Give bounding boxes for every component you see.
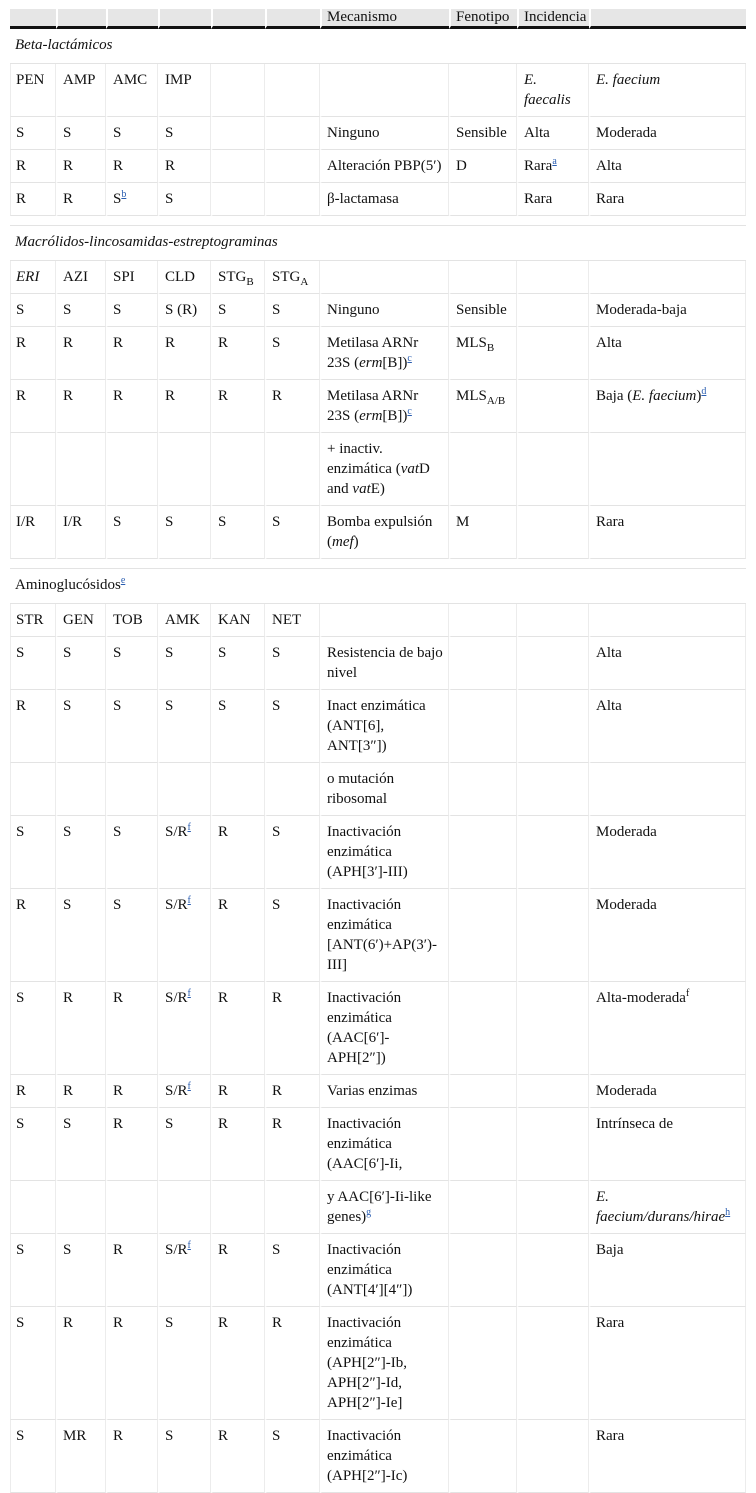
subscript: B — [486, 342, 495, 354]
incidence-cell: Rara — [589, 1307, 746, 1420]
cell: S — [106, 816, 158, 889]
mechanism-cell — [320, 327, 449, 380]
phenotype-text: MLS — [456, 388, 487, 404]
cell: R — [56, 150, 106, 183]
cell: R — [211, 982, 265, 1075]
col-label: ERI — [10, 261, 56, 294]
cell: S — [56, 1234, 106, 1307]
table-row — [10, 1181, 746, 1234]
table-row — [10, 763, 746, 816]
cell: S — [10, 816, 56, 889]
mec-text: Metilasa ARNr 23S ( — [327, 388, 419, 424]
cell: S — [158, 183, 211, 216]
cell-text: S/R — [165, 824, 188, 840]
cell: R — [106, 1420, 158, 1493]
mechanism-cell: Inact enzimática (ANT[6], ANT[3″]) — [320, 690, 449, 763]
mechanism-cell: β-lactamasa — [320, 183, 449, 216]
mec-text: D and — [327, 461, 430, 497]
phenotype-cell — [449, 327, 517, 380]
cell: R — [10, 1075, 56, 1108]
mec-text: y AAC[6′]-Ii-like genes) — [327, 1189, 432, 1225]
table-row — [10, 294, 746, 327]
incidence-cell: Moderada — [589, 889, 746, 982]
phenotype-cell: D — [449, 150, 517, 183]
cell: R — [10, 380, 56, 433]
cell: S — [56, 294, 106, 327]
mec-gene: erm — [359, 355, 383, 371]
incidence-cell — [589, 1181, 746, 1234]
table-row — [10, 1307, 746, 1420]
cell: S — [265, 506, 320, 559]
cell: S — [56, 889, 106, 982]
mec-text: Metilasa ARNr 23S ( — [327, 335, 419, 371]
incidence-cell: Alta — [589, 327, 746, 380]
table-row — [10, 1420, 746, 1493]
col-label: AMK — [158, 604, 211, 637]
phenotype-text: MLS — [456, 335, 487, 351]
cell: R — [56, 1075, 106, 1108]
table-row — [10, 150, 746, 183]
cell-text: S — [113, 191, 122, 207]
cell — [158, 816, 211, 889]
col-label: NET — [265, 604, 320, 637]
incidence-cell: Rara — [589, 183, 746, 216]
cell: S — [158, 1307, 211, 1420]
mechanism-cell: Resistencia de bajo nivel — [320, 637, 449, 690]
cell: R — [265, 380, 320, 433]
mechanism-cell: Ninguno — [320, 117, 449, 150]
cell-text: S/R — [165, 990, 188, 1006]
cell: R — [106, 1108, 158, 1181]
cell: S — [10, 294, 56, 327]
incidence-cell: Moderada-baja — [589, 294, 746, 327]
header-blank — [158, 9, 211, 29]
table-row — [10, 433, 746, 506]
incidence-cell: Alta — [517, 117, 589, 150]
mechanism-cell — [320, 1181, 449, 1234]
section-title-beta: Beta-lactámicos — [10, 29, 746, 64]
section-title-text: Aminoglucósidos — [15, 577, 121, 593]
cell — [158, 1075, 211, 1108]
table-row — [10, 816, 746, 889]
cell: S — [265, 1420, 320, 1493]
footnote-link[interactable]: f — [187, 822, 191, 833]
cell: S — [265, 1234, 320, 1307]
incidence-cell: Moderada — [589, 816, 746, 889]
mechanism-cell — [320, 380, 449, 433]
cell — [158, 1234, 211, 1307]
cell: S — [265, 816, 320, 889]
cell-text: S/R — [165, 1242, 188, 1258]
cell: R — [106, 982, 158, 1075]
header-blank — [589, 9, 746, 29]
subscript: A/B — [486, 395, 506, 407]
col-label: AMP — [56, 64, 106, 117]
header-blank — [265, 9, 320, 29]
cell: R — [106, 327, 158, 380]
subscript: B — [246, 276, 254, 288]
section-title-row — [10, 569, 746, 604]
col-label: TOB — [106, 604, 158, 637]
table-row — [10, 1234, 746, 1307]
cell: R — [56, 327, 106, 380]
cell: S — [56, 117, 106, 150]
column-labels-row — [10, 64, 746, 117]
column-labels-row — [10, 604, 746, 637]
table-row — [10, 380, 746, 433]
cell: S — [211, 506, 265, 559]
table-row — [10, 117, 746, 150]
cell: S — [10, 1108, 56, 1181]
cell: S — [106, 117, 158, 150]
cell: S — [158, 506, 211, 559]
header-blank — [10, 9, 56, 29]
cell: R — [56, 1307, 106, 1420]
mechanism-cell: Inactivación enzimática (APH[3′]-III) — [320, 816, 449, 889]
cell: S — [265, 889, 320, 982]
footnote-link[interactable]: d — [701, 386, 707, 397]
cell: R — [106, 1075, 158, 1108]
col-label: KAN — [211, 604, 265, 637]
incidence-cell: Alta — [589, 150, 746, 183]
cell: S — [158, 1420, 211, 1493]
col-label: GEN — [56, 604, 106, 637]
cell: MR — [56, 1420, 106, 1493]
cell: R — [106, 150, 158, 183]
cell: S — [56, 690, 106, 763]
mechanism-cell: Alteración PBP(5′) — [320, 150, 449, 183]
cell: S — [106, 637, 158, 690]
cell: R — [211, 816, 265, 889]
cell: S — [106, 690, 158, 763]
col-label: IMP — [158, 64, 211, 117]
cell: S — [106, 506, 158, 559]
cell: S — [265, 327, 320, 380]
cell: S — [158, 637, 211, 690]
col-label: AMC — [106, 64, 158, 117]
cell: R — [56, 982, 106, 1075]
cell: R — [211, 1075, 265, 1108]
col-label — [211, 261, 265, 294]
cell: S — [10, 117, 56, 150]
footnote-link[interactable]: f — [187, 1240, 191, 1251]
footnote-link[interactable]: f — [187, 988, 191, 999]
cell: S — [10, 1420, 56, 1493]
cell: R — [10, 327, 56, 380]
mec-text: Bomba expulsión ( — [327, 514, 433, 550]
table-row — [10, 982, 746, 1075]
mec-text: + inactiv. enzimática ( — [327, 441, 401, 477]
header-mecanismo: Mecanismo — [320, 9, 449, 29]
cell: R — [265, 982, 320, 1075]
incidence-cell: Alta — [589, 637, 746, 690]
cell: I/R — [56, 506, 106, 559]
header-incidencia: Incidencia — [517, 9, 589, 29]
resistance-table-container — [10, 9, 746, 1493]
incidence-cell: Moderada — [589, 1075, 746, 1108]
incidence-species: E. faecium — [632, 388, 697, 404]
col-label: STR — [10, 604, 56, 637]
phenotype-cell: M — [449, 506, 517, 559]
header-blank — [106, 9, 158, 29]
cell: R — [10, 690, 56, 763]
table-row — [10, 1108, 746, 1181]
table-row — [10, 327, 746, 380]
col-label: AZI — [56, 261, 106, 294]
col-label: SPI — [106, 261, 158, 294]
incidence-cell — [589, 380, 746, 433]
mechanism-cell — [320, 506, 449, 559]
table-row — [10, 183, 746, 216]
mechanism-cell: Inactivación enzimática (APH[2″]-Ic) — [320, 1420, 449, 1493]
cell: R — [211, 1307, 265, 1420]
cell: S — [56, 1108, 106, 1181]
phenotype-cell: Sensible — [449, 294, 517, 327]
mec-gene: vat — [400, 461, 420, 477]
mec-gene: vat — [352, 481, 371, 497]
incidence-text: Alta-moderada — [596, 990, 686, 1006]
col-label — [265, 261, 320, 294]
header-blank — [56, 9, 106, 29]
cell: S — [265, 637, 320, 690]
cell: S — [158, 117, 211, 150]
incidence-cell: Rara — [517, 183, 589, 216]
incidence-text: Baja ( — [596, 388, 633, 404]
incidence-cell: Rara — [589, 1420, 746, 1493]
cell: S — [10, 637, 56, 690]
cell: S — [106, 889, 158, 982]
mechanism-cell — [320, 433, 449, 506]
table-row — [10, 506, 746, 559]
footnote-link[interactable]: b — [121, 189, 127, 200]
incidence-cell: Baja — [589, 1234, 746, 1307]
col-label-text: STG — [272, 269, 301, 285]
cell: S — [56, 637, 106, 690]
footnote-link[interactable]: e — [120, 575, 126, 586]
mechanism-cell: Ninguno — [320, 294, 449, 327]
section-title-mls: Macrólidos-lincosamidas-estreptograminas — [10, 226, 746, 261]
cell: R — [10, 889, 56, 982]
cell — [106, 183, 158, 216]
cell: S — [265, 690, 320, 763]
phenotype-cell — [449, 380, 517, 433]
cell: R — [10, 150, 56, 183]
cell: S — [158, 1108, 211, 1181]
col-label-text: STG — [218, 269, 247, 285]
footnote-link[interactable]: f — [187, 1081, 191, 1092]
cell: R — [211, 380, 265, 433]
header-fenotipo: Fenotipo — [449, 9, 517, 29]
table-row — [10, 690, 746, 763]
table-row — [10, 1075, 746, 1108]
cell: I/R — [10, 506, 56, 559]
incidence-cell: Rara — [589, 506, 746, 559]
cell: S — [106, 294, 158, 327]
cell: S — [10, 1234, 56, 1307]
mec-gene: mef — [332, 534, 354, 550]
mec-text: ) — [353, 534, 359, 550]
mec-gene: erm — [359, 408, 383, 424]
cell: R — [106, 1234, 158, 1307]
mechanism-cell: o mutación ribosomal — [320, 763, 449, 816]
footnote-link[interactable]: h — [725, 1207, 731, 1218]
cell: R — [56, 183, 106, 216]
cell-text: S/R — [165, 897, 188, 913]
header-blank — [211, 9, 265, 29]
table-row — [10, 637, 746, 690]
incidence-cell: Moderada — [589, 117, 746, 150]
cell-text: S/R — [165, 1083, 188, 1099]
col-label: CLD — [158, 261, 211, 294]
mec-text: [B]) — [382, 355, 408, 371]
cell: R — [56, 380, 106, 433]
cell: R — [106, 380, 158, 433]
mec-text: E) — [370, 481, 385, 497]
cell: S — [211, 294, 265, 327]
phenotype-cell — [449, 183, 517, 216]
mechanism-cell: Inactivación enzimática [ANT(6′)+AP(3′)-III] — [320, 889, 449, 982]
cell: R — [211, 889, 265, 982]
table-header-row — [10, 9, 746, 29]
section-title-row — [10, 226, 746, 261]
footnote-link[interactable]: a — [552, 156, 557, 167]
cell: S — [265, 294, 320, 327]
incidence-label-faecium: E. faecium — [589, 64, 746, 117]
cell — [158, 889, 211, 982]
mec-text: [B]) — [382, 408, 408, 424]
cell: R — [211, 1234, 265, 1307]
incidence-cell: Intrínseca de — [589, 1108, 746, 1181]
cell: R — [265, 1075, 320, 1108]
cell: R — [265, 1108, 320, 1181]
cell: R — [211, 1420, 265, 1493]
cell: S (R) — [158, 294, 211, 327]
cell: S — [10, 982, 56, 1075]
footnote-link[interactable]: c — [407, 406, 412, 417]
incidence-cell — [517, 150, 589, 183]
cell: R — [265, 1307, 320, 1420]
resistance-table — [10, 9, 746, 1493]
spacer-row — [10, 559, 746, 569]
cell: R — [10, 183, 56, 216]
cell: S — [56, 816, 106, 889]
spacer-row — [10, 216, 746, 226]
incidence-text: Rara — [524, 158, 553, 174]
cell: R — [158, 150, 211, 183]
cell: S — [211, 690, 265, 763]
incidence-species: E. faecium/durans/hirae — [596, 1189, 726, 1225]
incidence-label-faecalis: E. faecalis — [517, 64, 589, 117]
footnote-mark: f — [685, 988, 690, 999]
incidence-text: ) — [696, 388, 702, 404]
cell — [158, 982, 211, 1075]
footnote-link[interactable]: g — [366, 1207, 372, 1218]
table-row — [10, 889, 746, 982]
section-title-row — [10, 29, 746, 64]
footnote-link[interactable]: f — [187, 895, 191, 906]
mechanism-cell: Inactivación enzimática (AAC[6′]-APH[2″]) — [320, 982, 449, 1075]
subscript: A — [300, 276, 309, 288]
cell: S — [10, 1307, 56, 1420]
cell: S — [158, 690, 211, 763]
mechanism-cell: Inactivación enzimática (ANT[4′][4″]) — [320, 1234, 449, 1307]
mechanism-cell: Inactivación enzimática (APH[2″]-Ib, APH[2″]-Id, APH[2″]-Ie] — [320, 1307, 449, 1420]
cell: R — [106, 1307, 158, 1420]
col-label: PEN — [10, 64, 56, 117]
incidence-cell — [589, 982, 746, 1075]
phenotype-cell: Sensible — [449, 117, 517, 150]
mechanism-cell: Varias enzimas — [320, 1075, 449, 1108]
cell: R — [211, 1108, 265, 1181]
mechanism-cell: Inactivación enzimática (AAC[6′]-Ii, — [320, 1108, 449, 1181]
footnote-link[interactable]: c — [407, 353, 412, 364]
cell: R — [158, 380, 211, 433]
incidence-cell: Alta — [589, 690, 746, 763]
cell: S — [211, 637, 265, 690]
section-title-amino — [10, 569, 746, 604]
column-labels-row — [10, 261, 746, 294]
cell: R — [158, 327, 211, 380]
cell: R — [211, 327, 265, 380]
